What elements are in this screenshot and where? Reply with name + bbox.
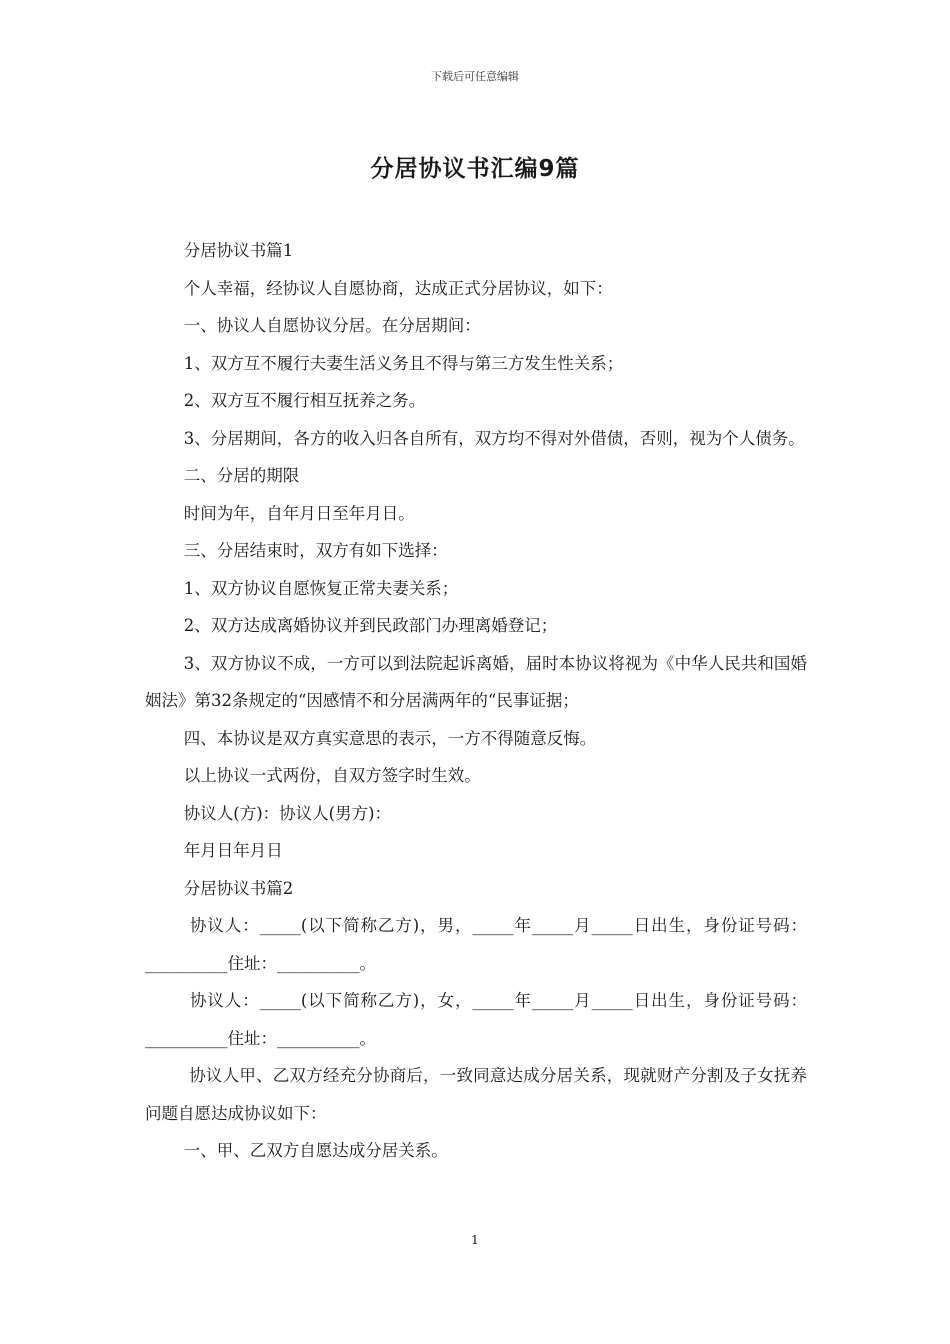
- document-body: [145, 232, 807, 1170]
- paragraph: 一、甲、乙双方自愿达成分居关系。: [183, 1141, 448, 1160]
- paragraph: 三、分居结束时，双方有如下选择：: [183, 541, 448, 560]
- paragraph: 二、分居的期限: [183, 466, 300, 485]
- section-heading: 分居协议书篇1: [183, 241, 294, 260]
- paragraph: 2、双方达成离婚协议并到民政部门办理离婚登记；: [183, 616, 558, 635]
- paragraph: 1、双方互不履行夫妻生活义务且不得与第三方发生性关系；: [183, 353, 624, 373]
- section-heading: 分居协议书篇2: [183, 878, 294, 898]
- paragraph: 协议人甲、乙双方经充分协商后，一致同意达成分居关系，现就财产分割及子女抚养问题自愿达成协议如下：: [145, 1066, 808, 1123]
- paragraph: 协议人：_____(以下简称乙方)，女，_____年_____月_____日出生，身份证号码：__________住址：__________。: [145, 991, 808, 1048]
- signature-line: 协议人(方)：协议人(男方)：: [183, 803, 392, 823]
- paragraph: 协议人：_____(以下简称乙方)，男，_____年_____月_____日出生，身份证号码：__________住址：__________。: [145, 916, 808, 973]
- page-number: 1: [471, 1233, 479, 1247]
- paragraph: 3、双方协议不成，一方可以到法院起诉离婚，届时本协议将视为《中华人民共和国婚姻法》第32条规定的“因感情不和分居满两年的“民事证据；: [145, 653, 807, 710]
- paragraph: 时间为年，自年月日至年月日。: [183, 503, 415, 523]
- paragraph: 一、协议人自愿协议分居。在分居期间：: [183, 316, 481, 335]
- header-note: 下载后可任意编辑: [431, 70, 519, 83]
- paragraph: 以上协议一式两份，自双方签字时生效。: [183, 766, 481, 785]
- paragraph: 四、本协议是双方真实意思的表示，一方不得随意反悔。: [183, 728, 597, 748]
- paragraph: 个人幸福，经协议人自愿协商，达成正式分居协议，如下：: [183, 278, 613, 298]
- date-line: 年月日年月日: [183, 841, 283, 860]
- document-title: 分居协议书汇编9篇: [370, 156, 580, 182]
- paragraph: 2、双方互不履行相互抚养之务。: [183, 391, 426, 410]
- paragraph: 3、分居期间，各方的收入归各自所有，双方均不得对外借债，否则，视为个人债务。: [183, 428, 805, 448]
- paragraph: 1、双方协议自愿恢复正常夫妻关系；: [183, 578, 459, 598]
